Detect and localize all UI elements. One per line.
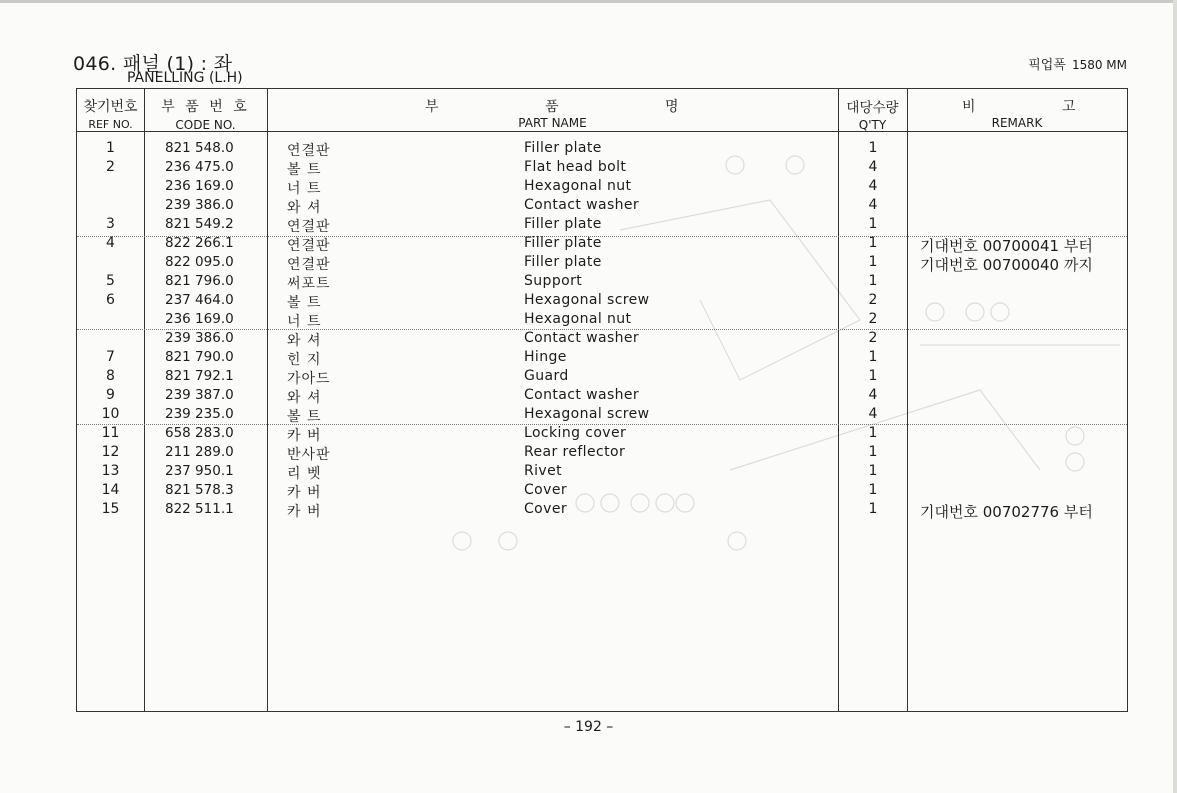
name-ko-cell: 연결판 — [287, 257, 331, 273]
qty-cell: 1 — [868, 463, 878, 479]
name-en-cell: Guard — [524, 368, 569, 384]
qty-cell: 2 — [868, 330, 878, 346]
ref-cell: 11 — [101, 425, 120, 441]
table-row — [77, 311, 1127, 330]
qty-cell: 1 — [868, 140, 878, 156]
code-cell: 658 283.0 — [165, 425, 234, 441]
qty-cell: 1 — [868, 216, 878, 232]
remark-cell: 기대번호 00700041 부터 — [920, 237, 1093, 255]
name-en-cell: Locking cover — [524, 425, 627, 441]
ref-cell: 1 — [106, 140, 115, 156]
qty-cell: 4 — [868, 159, 878, 175]
code-cell: 821 548.0 — [165, 140, 234, 156]
code-cell: 821 792.1 — [165, 368, 234, 384]
name-en-cell: Rivet — [524, 463, 563, 479]
qty-cell: 2 — [868, 311, 878, 327]
qty-cell: 4 — [868, 178, 878, 194]
qty-cell: 1 — [868, 254, 878, 270]
ref-cell: 3 — [106, 216, 115, 232]
code-cell: 239 386.0 — [165, 330, 234, 346]
table-row — [77, 140, 1127, 159]
parts-table — [76, 88, 1128, 712]
qty-cell: 2 — [868, 292, 878, 308]
name-ko-cell: 카 버 — [287, 504, 322, 520]
ref-cell: 2 — [106, 159, 115, 175]
code-cell: 239 387.0 — [165, 387, 234, 403]
code-cell: 822 095.0 — [165, 254, 234, 270]
code-cell: 821 578.3 — [165, 482, 234, 498]
name-ko-cell: 와 셔 — [287, 200, 322, 216]
code-cell: 821 796.0 — [165, 273, 234, 289]
name-en-cell: Support — [524, 273, 583, 289]
name-en-cell: Filler plate — [524, 216, 602, 232]
ref-cell: 14 — [101, 482, 120, 498]
name-en-cell: Hexagonal nut — [524, 178, 632, 194]
qty-cell: 4 — [868, 197, 878, 213]
code-cell: 821 549.2 — [165, 216, 234, 232]
table-row — [77, 330, 1127, 349]
table-row — [77, 501, 1127, 520]
code-cell: 211 289.0 — [165, 444, 234, 460]
name-ko-cell: 가아드 — [287, 371, 331, 387]
code-cell: 237 950.1 — [165, 463, 234, 479]
page-title: 046. 패널 (1) : 좌 — [73, 53, 233, 75]
page-number: – 192 – — [563, 719, 614, 735]
name-en-cell: Filler plate — [524, 235, 602, 251]
ref-cell: 9 — [106, 387, 115, 403]
name-en-cell: Contact washer — [524, 197, 640, 213]
name-ko-cell: 와 셔 — [287, 390, 322, 406]
qty-cell: 1 — [868, 368, 878, 384]
code-cell: 239 386.0 — [165, 197, 234, 213]
qty-cell: 1 — [868, 444, 878, 460]
name-en-cell: Flat head bolt — [524, 159, 627, 175]
table-row — [77, 482, 1127, 501]
code-cell: 236 475.0 — [165, 159, 234, 175]
name-ko-cell: 연결판 — [287, 219, 331, 235]
name-en-cell: Hexagonal screw — [524, 406, 650, 422]
qty-cell: 4 — [868, 406, 878, 422]
header-remark: 비 고 REMARK — [962, 99, 1076, 130]
remark-cell: 기대번호 00700040 까지 — [920, 256, 1093, 274]
name-en-cell: Cover — [524, 482, 567, 498]
qty-cell: 1 — [868, 425, 878, 441]
name-en-cell: Contact washer — [524, 387, 640, 403]
table-row — [77, 197, 1127, 216]
code-cell: 236 169.0 — [165, 311, 234, 327]
ref-cell: 4 — [106, 235, 115, 251]
name-en-cell: Hinge — [524, 349, 567, 365]
name-ko-cell: 반사판 — [287, 447, 331, 463]
model-spec-label: 픽업폭 — [1028, 58, 1066, 73]
model-spec — [1028, 54, 1127, 73]
table-row — [77, 425, 1127, 444]
table-row — [77, 273, 1127, 292]
remark-cell: 기대번호 00702776 부터 — [920, 503, 1093, 521]
ref-cell: 12 — [101, 444, 120, 460]
ref-cell: 8 — [106, 368, 115, 384]
code-cell: 236 169.0 — [165, 178, 234, 194]
header-ref: 찾기번호 REF NO. — [83, 99, 138, 131]
table-row — [77, 387, 1127, 406]
name-ko-cell: 볼 트 — [287, 295, 322, 311]
qty-cell: 1 — [868, 349, 878, 365]
table-row — [77, 368, 1127, 387]
qty-cell: 1 — [868, 501, 878, 517]
ref-cell: 15 — [101, 501, 120, 517]
ref-cell: 6 — [106, 292, 115, 308]
page-subtitle: PANELLING (L.H) — [127, 70, 243, 86]
name-ko-cell: 연결판 — [287, 238, 331, 254]
ref-cell: 7 — [106, 349, 115, 365]
table-row — [77, 444, 1127, 463]
qty-cell: 1 — [868, 235, 878, 251]
table-row — [77, 178, 1127, 197]
table-row — [77, 292, 1127, 311]
code-cell: 239 235.0 — [165, 406, 234, 422]
name-ko-cell: 연결판 — [287, 143, 331, 159]
header-part-name: 부 품 명 PART NAME — [425, 99, 679, 130]
ref-cell: 13 — [101, 463, 120, 479]
name-en-cell: Rear reflector — [524, 444, 626, 460]
ref-cell: 5 — [106, 273, 115, 289]
code-cell: 822 266.1 — [165, 235, 234, 251]
qty-cell: 4 — [868, 387, 878, 403]
table-row — [77, 349, 1127, 368]
code-cell: 822 511.1 — [165, 501, 234, 517]
name-ko-cell: 너 트 — [287, 314, 322, 330]
name-ko-cell: 와 셔 — [287, 333, 322, 349]
code-cell: 237 464.0 — [165, 292, 234, 308]
table-row — [77, 235, 1127, 254]
name-en-cell: Cover — [524, 501, 567, 517]
name-ko-cell: 카 버 — [287, 485, 322, 501]
name-en-cell: Contact washer — [524, 330, 640, 346]
header-code: 부 품 번 호 CODE NO. — [161, 99, 250, 132]
table-row — [77, 216, 1127, 235]
qty-cell: 1 — [868, 482, 878, 498]
name-ko-cell: 너 트 — [287, 181, 322, 197]
name-ko-cell: 힌 지 — [287, 352, 322, 368]
name-ko-cell: 리 벳 — [287, 466, 322, 482]
ref-cell: 10 — [101, 406, 120, 422]
name-en-cell: Filler plate — [524, 254, 602, 270]
name-en-cell: Hexagonal nut — [524, 311, 632, 327]
name-ko-cell: 카 버 — [287, 428, 322, 444]
name-en-cell: Hexagonal screw — [524, 292, 650, 308]
table-row — [77, 159, 1127, 178]
model-spec-value: 1580 MM — [1071, 58, 1127, 72]
table-row — [77, 254, 1127, 273]
table-row — [77, 406, 1127, 425]
name-ko-cell: 볼 트 — [287, 162, 322, 178]
name-en-cell: Filler plate — [524, 140, 602, 156]
code-cell: 821 790.0 — [165, 349, 234, 365]
name-ko-cell: 볼 트 — [287, 409, 322, 425]
table-row — [77, 463, 1127, 482]
qty-cell: 1 — [868, 273, 878, 289]
header-qty: 대당수량 Q'TY — [846, 100, 899, 132]
name-ko-cell: 써포트 — [287, 276, 331, 292]
